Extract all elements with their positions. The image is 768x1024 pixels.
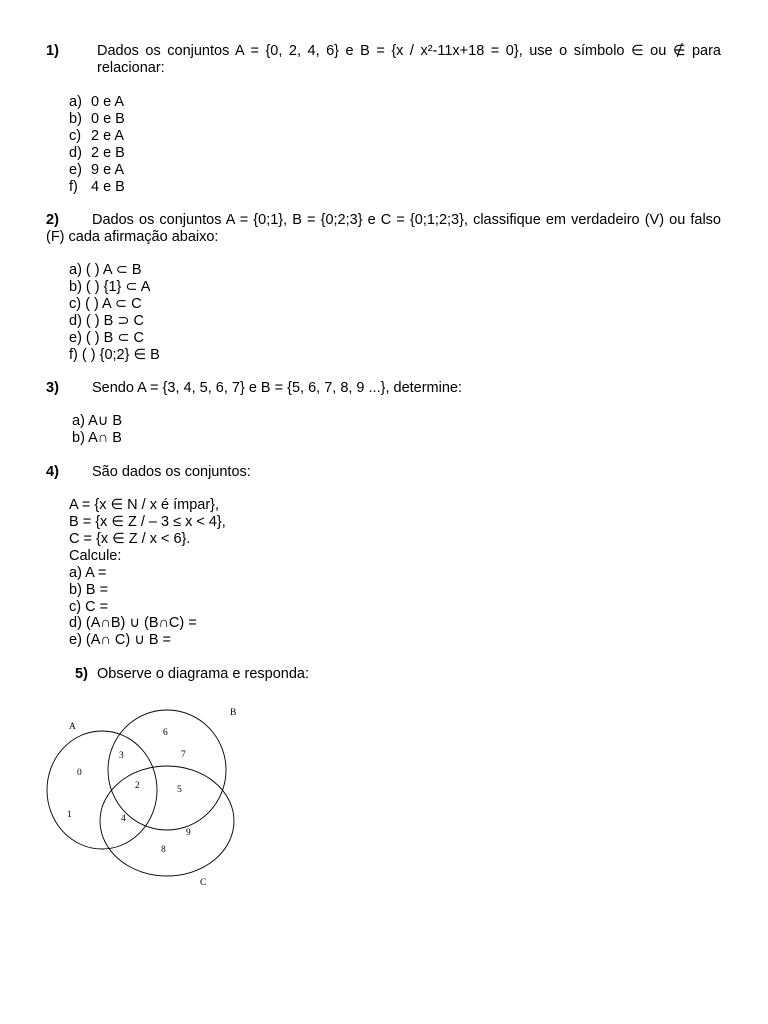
venn-label-a: A [69,722,76,732]
venn-element: 7 [181,750,186,760]
q3-item: a) A∪ B [72,413,123,429]
q2-item: d) ( ) B ⊃ C [69,313,144,329]
q4-set-a: A = {x ∈ N / x é ímpar}, [69,497,220,513]
q3-number: 3) [46,380,59,396]
q4-calcule: Calcule: [69,548,122,564]
venn-element: 6 [163,728,168,738]
venn-element: 2 [135,781,140,791]
venn-element: 9 [186,828,191,838]
q1-item: f) 4 e B [69,179,125,195]
q4-statement: São dados os conjuntos: [92,464,251,480]
q1-item: a) 0 e A [69,94,125,110]
q2-item: a) ( ) A ⊂ B [69,262,142,278]
venn-element: 4 [121,814,126,824]
q1-item: e) 9 e A [69,162,125,178]
venn-label-c: C [200,878,207,888]
q2-statement: Dados os conjuntos A = {0;1}, B = {0;2;3} e C = {0;1;2;3}, classifique em verdadeiro (V) ou falso (F) cada afirmação abaixo: [46,212,721,245]
q3-item: b) A∩ B [72,430,122,446]
q5-statement: Observe o diagrama e responda: [97,666,309,682]
venn-element: 5 [177,785,182,795]
q1-number: 1) [46,43,59,59]
venn-element: 0 [77,768,82,778]
q2-item: f) ( ) {0;2} ∈ B [69,347,160,363]
q4-set-b: B = {x ∈ Z / – 3 ≤ x < 4}, [69,514,226,530]
q1-item: b) 0 e B [69,111,125,127]
q1-statement: Dados os conjuntos A = {0, 2, 4, 6} e B = {x / x²-11x+18 = 0}, use o símbolo ∈ ou ∉ para relacionar: [97,43,721,76]
q1-item: d) 2 e B [69,145,125,161]
q5-number: 5) [75,666,88,682]
venn-element: 3 [119,751,124,761]
q2-item: e) ( ) B ⊂ C [69,330,144,346]
venn-element: 1 [67,810,72,820]
q2-item: c) ( ) A ⊂ C [69,296,142,312]
venn-diagram [40,700,250,890]
q4-set-c: C = {x ∈ Z / x < 6}. [69,531,191,547]
q4-item: c) C = [69,599,109,615]
q4-number: 4) [46,464,59,480]
q4-item: a) A = [69,565,107,581]
q4-item: e) (A∩ C) ∪ B = [69,632,172,648]
q1-item: c) 2 e A [69,128,125,144]
q4-item: b) B = [69,582,109,598]
q3-statement: Sendo A = {3, 4, 5, 6, 7} e B = {5, 6, 7, 8, 9 ...}, determine: [92,380,463,396]
q4-item: d) (A∩B) ∪ (B∩C) = [69,615,197,631]
venn-label-b: B [230,708,237,718]
q2-item: b) ( ) {1} ⊂ A [69,279,151,295]
venn-circle-a [47,731,157,849]
venn-element: 8 [161,845,166,855]
q2-number: 2) [46,212,59,228]
